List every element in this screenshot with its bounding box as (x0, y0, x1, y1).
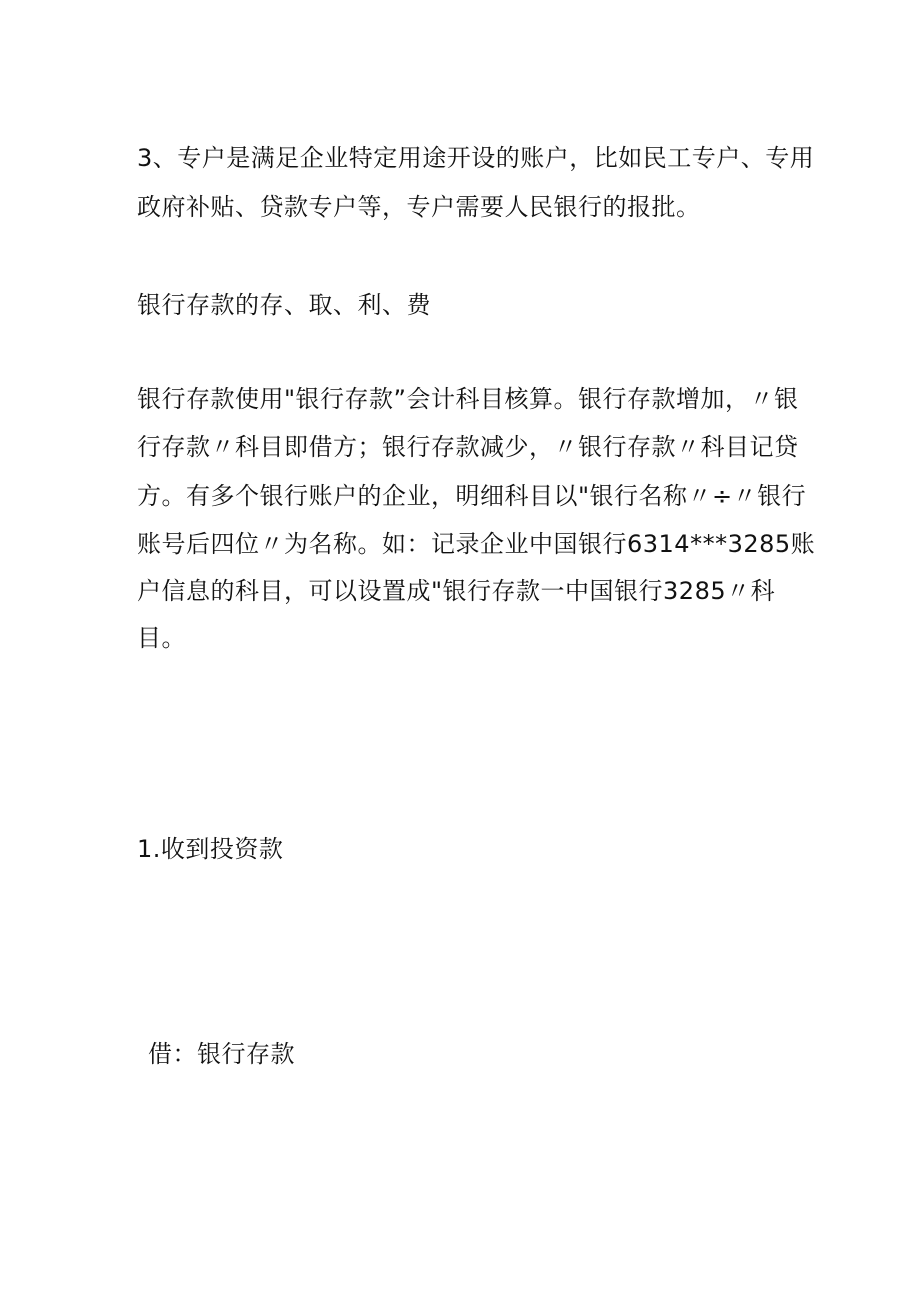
paragraph-1-line-1: 3、专户是满足企业特定用途开设的账户，比如民工专户、专用 (137, 144, 815, 172)
section-heading: 银行存款的存、取、利、费 (137, 291, 431, 319)
paragraph-2-line-4: 账号后四位〃为名称。如：记录企业中国银行6314***3285账 (137, 530, 816, 558)
journal-entry: 借：银行存款 (148, 1040, 295, 1068)
paragraph-2-line-6: 目。 (137, 624, 186, 652)
subsection-title: 1.收到投资款 (137, 835, 284, 863)
paragraph-2-line-5: 户信息的科目，可以设置成"银行存款一中国银行3285〃科 (137, 577, 776, 605)
paragraph-2-line-1: 银行存款使用"银行存款”会计科目核算。银行存款增加，〃银 (137, 385, 799, 413)
paragraph-2-line-2: 行存款〃科目即借方；银行存款减少，〃银行存款〃科目记贷 (137, 433, 799, 461)
paragraph-2-line-3: 方。有多个银行账户的企业，明细科目以"银行名称〃÷〃银行 (137, 482, 807, 510)
paragraph-1-line-2: 政府补贴、贷款专户等，专户需要人民银行的报批。 (137, 193, 701, 221)
